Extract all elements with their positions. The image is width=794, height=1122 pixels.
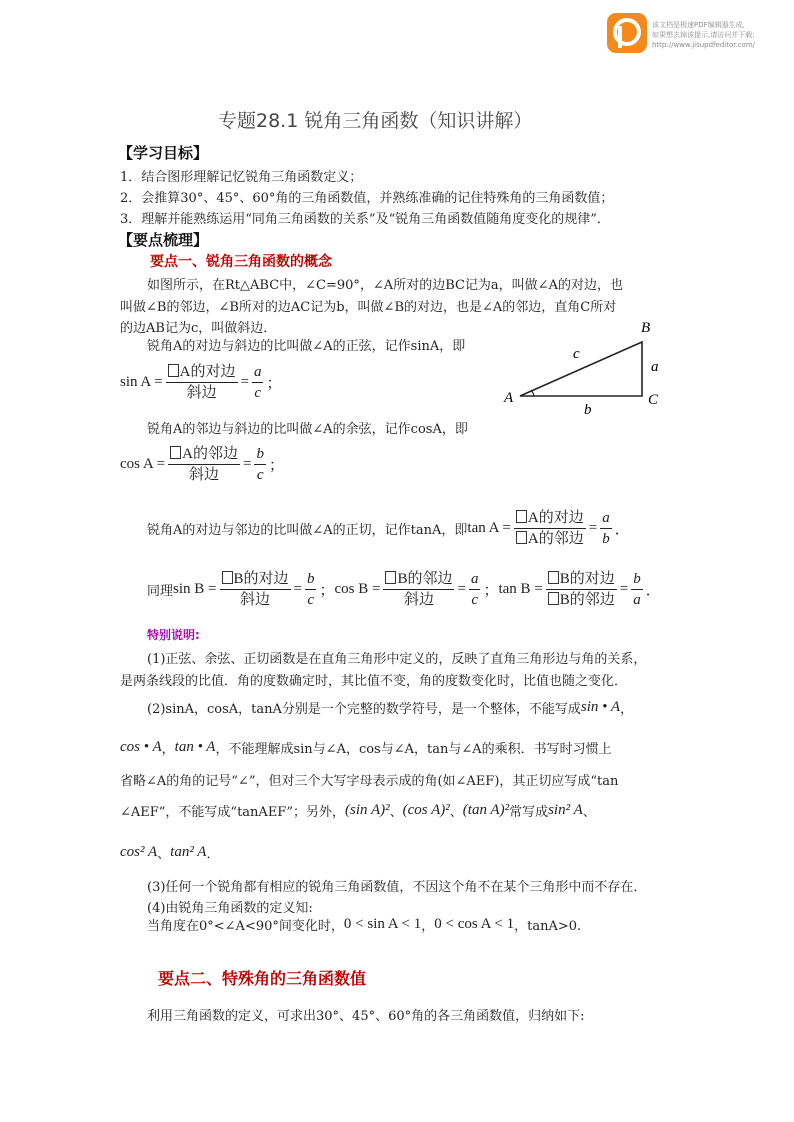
a-opposite-label: A的对边 <box>179 364 236 380</box>
sin-b-lhs: sin B = <box>173 581 217 597</box>
note-line: (1)正弦、余弦、正切函数是在直角三角形中定义的，反映了直角三角形边与角的关系， <box>147 652 647 667</box>
watermark-line: 该文档是极速PDF编辑器生成, <box>652 21 745 29</box>
same-prefix: 同理 <box>147 584 174 599</box>
note-text: 、 <box>389 805 403 820</box>
inline-math: sin² A <box>548 802 583 818</box>
watermark-text <box>652 20 755 50</box>
side-b: b <box>602 531 610 547</box>
point2-title: 要点二、特殊角的三角函数值 <box>158 969 367 988</box>
note-text: ， <box>421 919 435 934</box>
side-a: a <box>469 569 481 590</box>
note-text: ，不能理解成sin与∠A，cos与∠A，tan与∠A的乘积．书写时习惯上 <box>215 742 612 757</box>
period: ． <box>645 583 661 599</box>
sin-a-ratio <box>252 362 264 403</box>
a-adjacent-label: A的邻边 <box>527 531 584 547</box>
side-c: c <box>307 592 315 608</box>
equals-sign: = <box>457 581 466 597</box>
page-title: 专题28.1 锐角三角函数（知识讲解） <box>218 110 533 132</box>
side-a: a <box>600 508 612 529</box>
note-text: ． <box>206 847 220 862</box>
equals-sign: = <box>240 374 249 390</box>
sin-a-fraction <box>166 362 238 403</box>
b-adjacent-label: B的邻边 <box>397 571 453 587</box>
note-line <box>120 738 612 757</box>
cos-a-ratio <box>254 444 266 485</box>
inline-math: cos • A <box>120 739 162 755</box>
vertex-b-label: B <box>641 320 651 336</box>
angle-symbol-box <box>516 531 527 544</box>
triangle-shape <box>520 342 642 396</box>
angle-symbol-box <box>170 446 181 459</box>
semicolon: ； <box>483 583 499 599</box>
note-text: ， <box>620 702 634 717</box>
cos-b-ratio <box>469 569 481 610</box>
inline-math: 0 < cos A < 1 <box>434 916 515 932</box>
note-line <box>147 915 581 934</box>
goal-item: 3．理解并能熟练运用“同角三角函数的关系”及“锐角三角函数值随角度变化的规律”． <box>120 212 610 227</box>
tan-a-lhs: tan A = <box>467 520 511 536</box>
goal-item: 1．结合图形理解记忆锐角三角函数定义； <box>120 170 363 185</box>
cos-definition: 锐角A的邻边与斜边的比叫做∠A的余弦，记作cosA，即 <box>147 422 468 437</box>
goals-heading: 【学习目标】 <box>118 144 209 162</box>
angle-symbol-box <box>168 364 179 377</box>
semicolon: ； <box>319 583 335 599</box>
inline-math: (tan A)² <box>462 802 510 818</box>
inline-math: cos² A <box>120 844 158 860</box>
a-adjacent-label: A的邻边 <box>182 446 238 462</box>
b-opposite-label: B的对边 <box>233 571 289 587</box>
semicolon: ； <box>268 458 284 474</box>
sin-b-ratio <box>305 569 317 610</box>
note-text: 、 <box>157 847 171 862</box>
hypotenuse-label: 斜边 <box>186 385 217 401</box>
side-a-label: a <box>651 359 659 375</box>
note-text: 、 <box>582 805 596 820</box>
semicolon: ； <box>266 376 282 392</box>
pdf-editor-logo-icon <box>606 12 648 54</box>
angle-a-arc <box>531 390 534 396</box>
watermark-line: 如果想去掉该提示,请访问并下载: <box>652 31 755 39</box>
note-line: (4)由锐角三角函数的定义知: <box>147 901 313 916</box>
cos-a-formula <box>120 444 284 485</box>
right-triangle-figure <box>500 316 670 416</box>
inline-math: tan² A <box>170 844 207 860</box>
hypotenuse-label: 斜边 <box>240 592 271 608</box>
inline-math: (cos A)² <box>402 802 450 818</box>
tan-b-ratio <box>631 569 643 610</box>
equals-sign: = <box>293 581 302 597</box>
tan-a-row <box>147 508 630 549</box>
tan-b-lhs: tan B = <box>498 581 543 597</box>
cos-a-fraction <box>168 444 240 485</box>
note-text: ∠AEF”，不能写成“tanAEF”；另外， <box>120 805 345 820</box>
equals-sign: = <box>242 456 252 472</box>
note-line: 是两条线段的比值．角的度数确定时，其比值不变，角的度数变化时，比值也随之变化． <box>120 674 628 689</box>
side-a: a <box>252 362 264 383</box>
note-text: ，tanA>0. <box>514 919 582 934</box>
note-text: 常写成 <box>509 805 549 820</box>
point1-title: 要点一、锐角三角函数的概念 <box>150 254 332 270</box>
note-line: (3)任何一个锐角都有相应的锐角三角函数值，不因这个角不在某个三角形中而不存在． <box>147 880 647 895</box>
inline-math: (sin A)² <box>344 802 390 818</box>
cos-a-lhs: cos A = <box>120 456 166 472</box>
sin-a-formula <box>120 362 281 403</box>
inline-math: sin • A <box>580 699 621 715</box>
vertex-c-label: C <box>648 392 659 408</box>
tan-definition: 锐角A的对边与邻边的比叫做∠A的正切，记作tanA，即 <box>147 523 468 538</box>
angle-symbol-box <box>548 592 559 605</box>
note-title: 特别说明: <box>147 628 200 642</box>
note-text: 当角度在0°<∠A<90°间变化时， <box>147 919 344 934</box>
hypotenuse-label: 斜边 <box>403 592 434 608</box>
note-line <box>120 843 219 862</box>
side-c: c <box>256 467 264 483</box>
inline-math: tan • A <box>174 739 216 755</box>
sin-a-lhs: sin A = <box>120 374 163 390</box>
side-b: b <box>631 569 643 590</box>
side-b-label: b <box>584 402 592 416</box>
equals-sign: = <box>619 581 629 597</box>
note-text: (2)sinA，cosA，tanA分别是一个完整的数学符号，是一个整体，不能写成 <box>147 702 581 717</box>
side-c-label: c <box>573 346 580 362</box>
sin-b-fraction <box>220 569 291 610</box>
angle-symbol-box <box>516 510 527 523</box>
side-b: b <box>254 444 266 465</box>
hypotenuse-label: 斜边 <box>189 467 220 483</box>
note-line <box>120 801 596 820</box>
watermark-link[interactable]: http://www.jisupdfeditor.com/ <box>652 41 756 49</box>
point1-para-line: 如图所示，在Rt△ABC中，∠C=90°，∠A所对的边BC记为a，叫做∠A的对边，也 <box>147 278 623 293</box>
point1-para-line: 叫做∠B的邻边，∠B所对的边AC记为b，叫做∠B的对边，也是∠A的邻边，直角C所对 <box>120 300 617 315</box>
inline-math: 0 < sin A < 1 <box>343 916 422 932</box>
point1-para-line: 的边AB记为c，叫做斜边． <box>120 321 277 336</box>
side-c: c <box>471 592 479 608</box>
b-adjacent-label: B的邻边 <box>559 592 615 608</box>
tan-a-ratio <box>600 508 612 549</box>
point2-para: 利用三角函数的定义，可求出30°、45°、60°角的各三角函数值，归纳如下: <box>147 1009 585 1024</box>
note-line: 省略∠A的角的记号“∠”，但对三个大写字母表示成的角(如∠AEF)，其正切应写成“tan <box>120 774 619 789</box>
a-opposite-label: A的对边 <box>527 510 584 526</box>
side-b: b <box>305 569 317 590</box>
angle-symbol-box <box>385 571 396 584</box>
angle-b-formulas <box>147 569 661 610</box>
vertex-a-label: A <box>504 390 514 406</box>
side-a: a <box>633 592 641 608</box>
angle-symbol-box <box>222 571 233 584</box>
cos-b-lhs: cos B = <box>334 581 381 597</box>
cos-b-fraction <box>383 569 454 610</box>
goal-item: 2．会推算30°、45°、60°角的三角函数值，并熟练准确的记住特殊角的三角函数值； <box>120 191 614 206</box>
tan-a-fraction <box>514 508 586 549</box>
points-heading: 【要点梳理】 <box>118 231 209 249</box>
note-text: 、 <box>449 805 463 820</box>
period: ． <box>614 522 630 538</box>
equals-sign: = <box>588 520 598 536</box>
b-opposite-label: B的对边 <box>559 571 615 587</box>
note-line <box>147 698 633 717</box>
angle-symbol-box <box>548 571 559 584</box>
tan-b-fraction <box>546 569 617 610</box>
side-c: c <box>254 385 262 401</box>
sin-definition: 锐角A的对边与斜边的比叫做∠A的正弦，记作sinA，即 <box>147 339 466 354</box>
note-text: ， <box>161 742 175 757</box>
